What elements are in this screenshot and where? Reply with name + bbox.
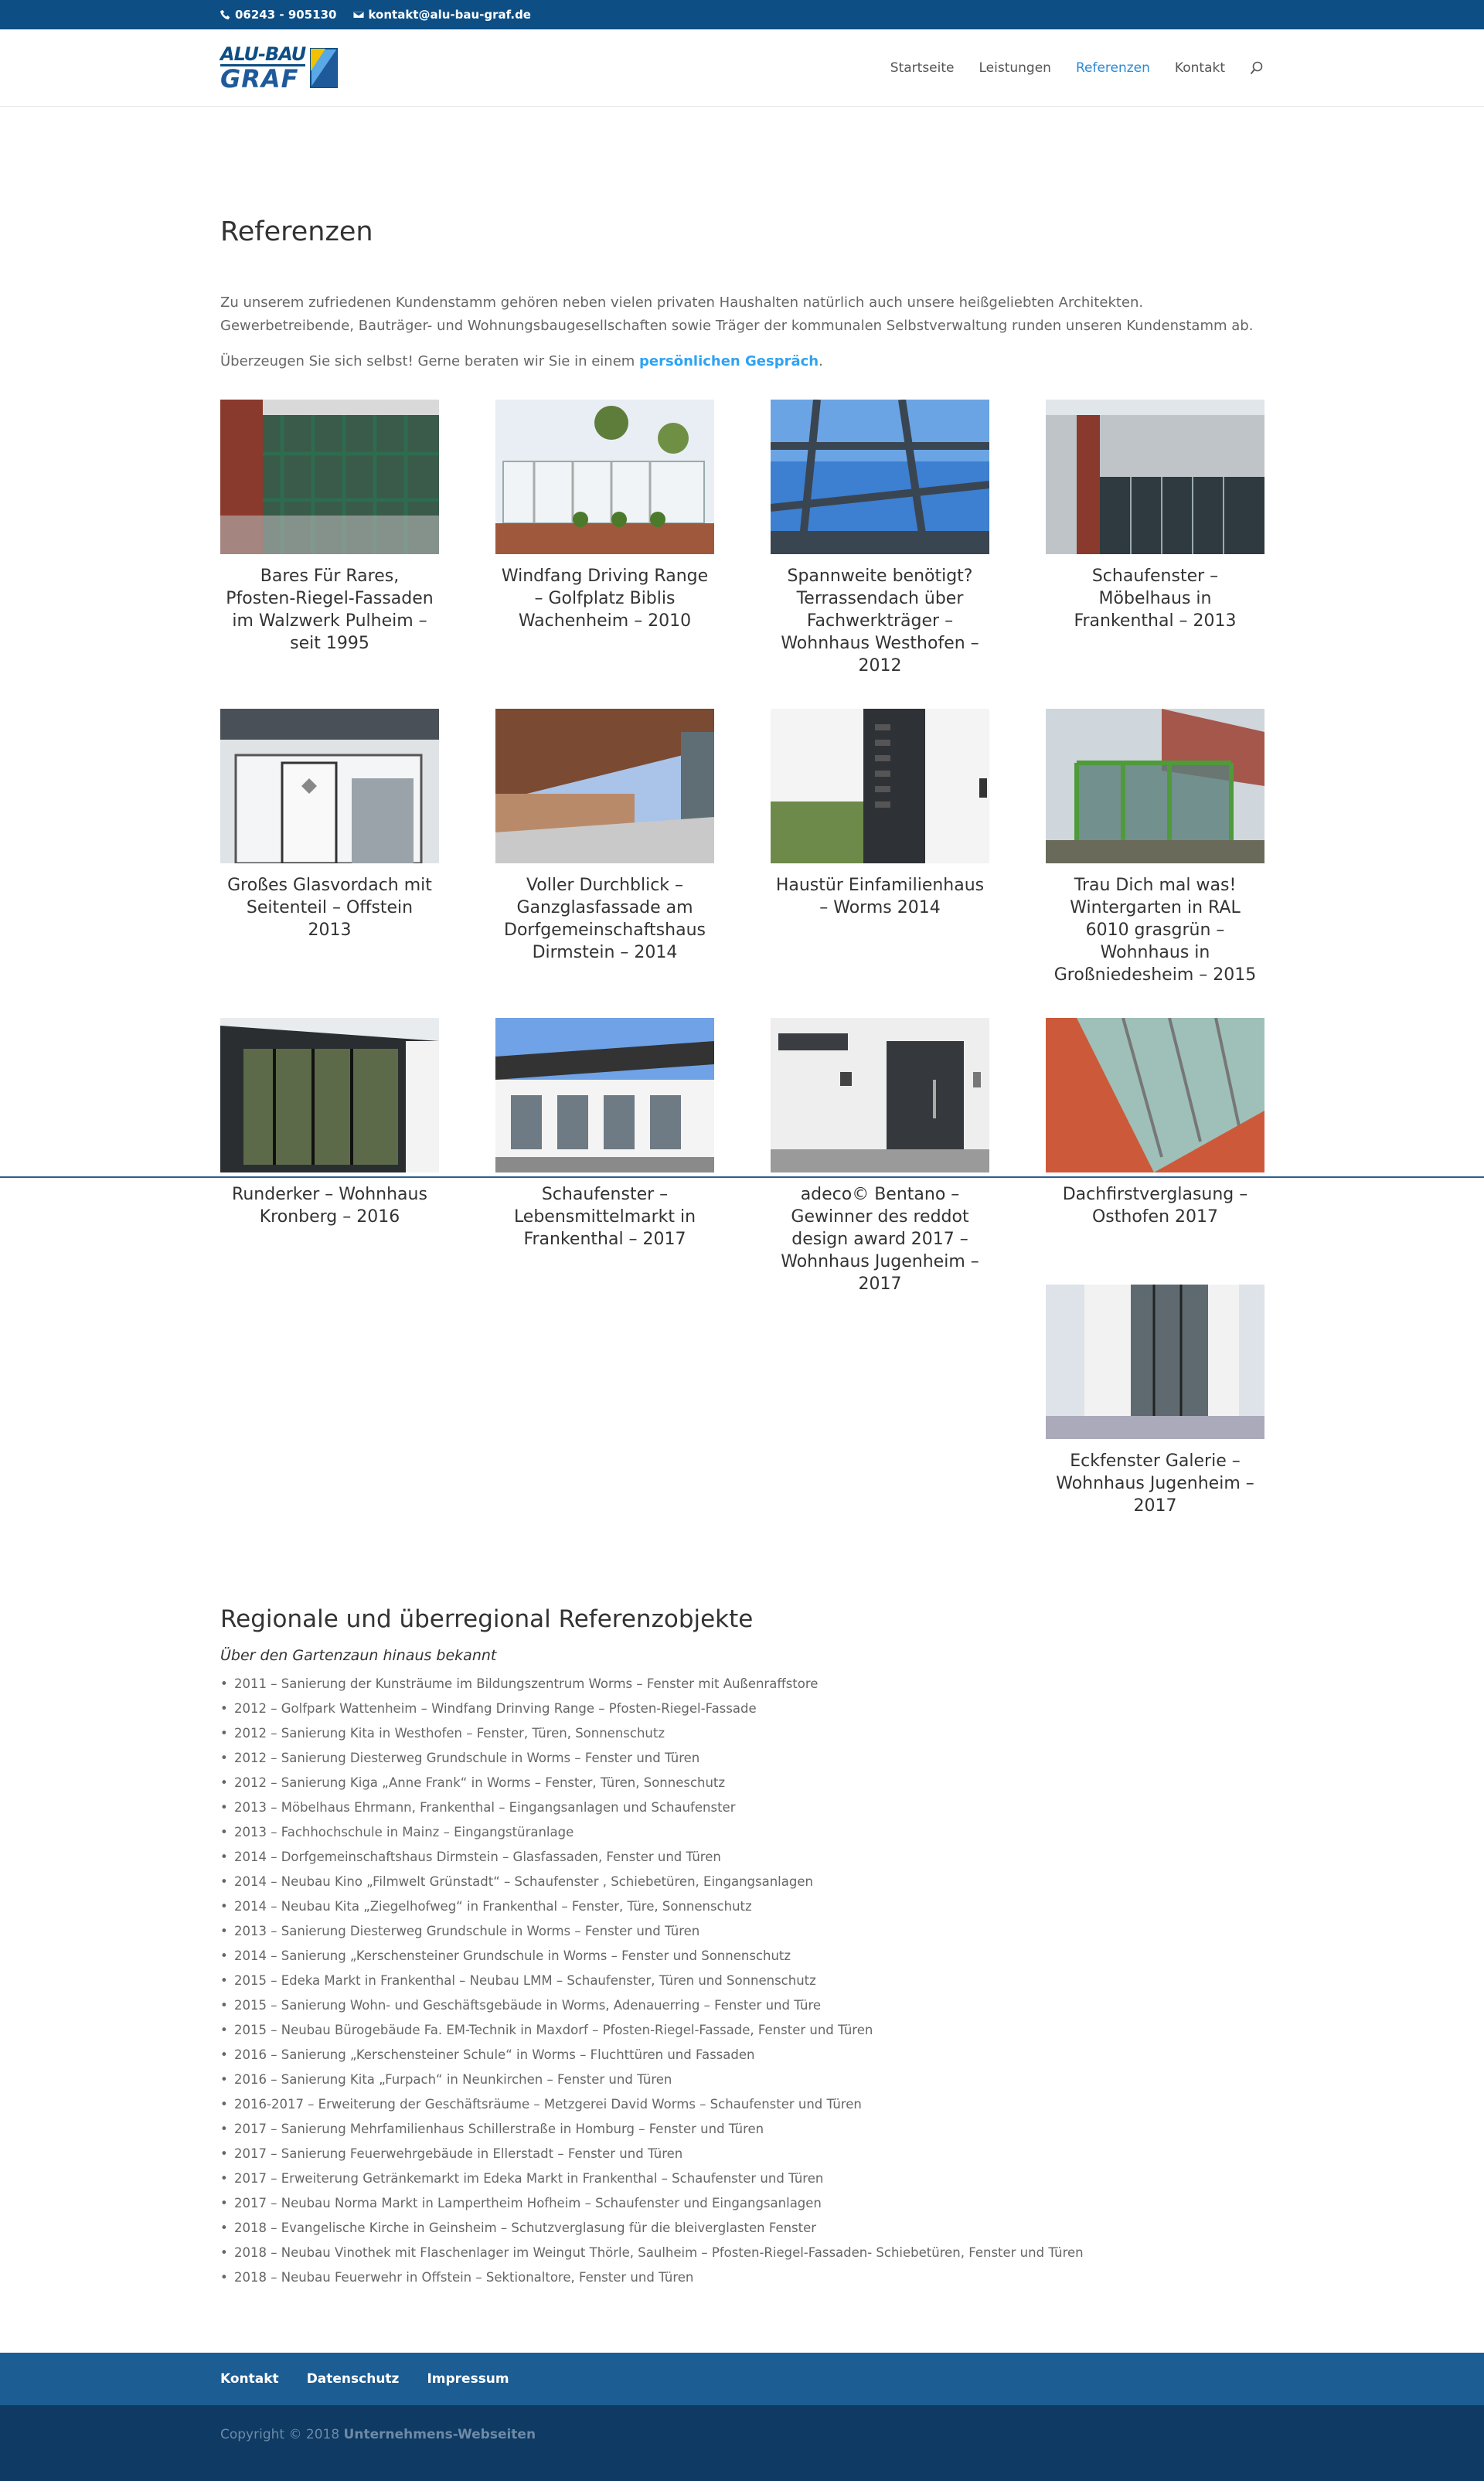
envelope-icon	[353, 9, 364, 20]
gallery-item[interactable]	[495, 400, 714, 709]
list-item: • 2016-2017 – Erweiterung der Geschäftsräume – Metzgerei David Worms – Schaufenster und Türen	[220, 2092, 1264, 2117]
gallery-image-dorfgemeinschaftshaus[interactable]	[495, 709, 714, 863]
gallery-caption: Haustür Einfamilienhaus – Worms 2014	[775, 876, 985, 917]
page-title: Referenzen	[220, 216, 373, 247]
footer-link-impressum[interactable]: Impressum	[427, 2371, 509, 2387]
gallery-image-dachfirstverglasung[interactable]	[1046, 1018, 1264, 1172]
list-item: • 2012 – Golfpark Wattenheim – Windfang Drinving Range – Pfosten-Riegel-Fassade	[220, 1697, 1264, 1721]
footer-link-datenschutz[interactable]: Datenschutz	[306, 2371, 400, 2387]
logo-window-icon	[310, 48, 338, 88]
gallery-image-moebelhaus[interactable]	[1046, 400, 1264, 554]
gallery-caption: Runderker – Wohnhaus Kronberg – 2016	[232, 1185, 427, 1227]
gallery-image-haustuer-worms[interactable]	[771, 709, 989, 863]
divider-line	[0, 1176, 1484, 1178]
site-logo[interactable]	[220, 43, 338, 94]
gallery-image-glasvordach[interactable]	[220, 709, 439, 863]
search-icon[interactable]	[1250, 61, 1264, 75]
refs-list	[220, 1672, 1264, 2290]
nav-kontakt[interactable]: Kontakt	[1174, 60, 1225, 76]
gallery-image-eckfenster[interactable]	[1046, 1285, 1264, 1439]
copyright-prefix: Copyright © 2018	[220, 2427, 344, 2442]
gallery-caption: Spannweite benötigt? Terrassendach über Fachwerkträger – Wohnhaus Westhofen – 2012	[781, 567, 979, 676]
email-contact[interactable]	[353, 8, 531, 22]
gallery-item[interactable]	[771, 1018, 989, 1327]
gallery-caption: Schaufenster – Möbelhaus in Frankenthal – 2013	[1074, 567, 1237, 631]
gallery-item[interactable]	[771, 709, 989, 1018]
gallery-item[interactable]	[1046, 400, 1264, 709]
list-item: • 2016 – Sanierung Kita „Furpach“ in Neunkirchen – Fenster und Türen	[220, 2068, 1264, 2092]
gallery-caption: Schaufenster – Lebensmittelmarkt in Frankenthal – 2017	[513, 1185, 696, 1249]
list-item: • 2016 – Sanierung „Kerschensteiner Schule“ in Worms – Fluchttüren und Fassaden	[220, 2043, 1264, 2068]
gallery-item[interactable]	[1046, 1018, 1264, 1327]
intro-paragraph: Zu unserem zufriedenen Kundenstamm gehören neben vielen privaten Haushalten natürlich auch unsere heißgeliebten Architekten. Gewerbetreibende, Bauträger- und Wohnungsbaugesellschaften sowie Träger der kommunalen Selbstverwaltung runden unseren Kundenstamm ab.	[220, 294, 1254, 334]
gallery-image-wintergarten[interactable]	[1046, 709, 1264, 863]
gallery-caption: Großes Glasvordach mit Seitenteil – Offstein 2013	[227, 876, 432, 940]
nav-referenzen[interactable]: Referenzen	[1075, 60, 1150, 76]
site-header	[0, 29, 1484, 107]
main-content	[220, 107, 1264, 2290]
reference-gallery	[220, 400, 1264, 1636]
list-item: • 2013 – Möbelhaus Ehrmann, Frankenthal – Eingangsanlagen und Schaufenster	[220, 1795, 1264, 1820]
gallery-item[interactable]	[495, 1018, 714, 1327]
gallery-image-terrassendach[interactable]	[771, 400, 989, 554]
email-address: kontakt@alu-bau-graf.de	[368, 8, 531, 22]
gallery-image-runderker[interactable]	[220, 1018, 439, 1172]
gallery-caption: Voller Durchblick – Ganzglasfassade am Dorfgemeinschaftshaus Dirmstein – 2014	[504, 876, 706, 962]
logo-line-1: ALU-BAU	[220, 43, 306, 65]
gallery-image-lebensmittelmarkt[interactable]	[495, 1018, 714, 1172]
list-item: • 2018 – Evangelische Kirche in Geinsheim – Schutzverglasung für die bleiverglasten Fenster	[220, 2216, 1264, 2241]
gallery-caption: adeco© Bentano – Gewinner des reddot design award 2017 – Wohnhaus Jugenheim – 2017	[781, 1185, 979, 1294]
copyright	[220, 2405, 1264, 2442]
gallery-caption: Dachfirstverglasung – Osthofen 2017	[1062, 1185, 1248, 1227]
list-item: • 2014 – Neubau Kino „Filmwelt Grünstadt“ – Schaufenster , Schiebetüren, Eingangsanlagen	[220, 1870, 1264, 1894]
list-item: • 2018 – Neubau Vinothek mit Flaschenlager im Weingut Thörle, Saulheim – Pfosten-Riegel-Fassaden- Schiebetüren, Fenster und Türen	[220, 2241, 1264, 2265]
phone-icon	[220, 9, 231, 20]
gallery-image-adeco-bentano[interactable]	[771, 1018, 989, 1172]
list-item: • 2015 – Neubau Bürogebäude Fa. EM-Technik in Maxdorf – Pfosten-Riegel-Fassade, Fenster und Türen	[220, 2018, 1264, 2043]
footer-bottom	[0, 2405, 1484, 2481]
cta-suffix: .	[819, 353, 823, 369]
nav-leistungen[interactable]: Leistungen	[979, 60, 1051, 76]
cta-paragraph	[220, 350, 1264, 373]
list-item: • 2015 – Sanierung Wohn- und Geschäftsgebäude in Worms, Adenauerring – Fenster und Türe	[220, 1993, 1264, 2018]
gallery-item[interactable]	[220, 709, 439, 1018]
refs-subtitle: Über den Gartenzaun hinaus bekannt	[220, 1647, 497, 1664]
list-item: • 2017 – Sanierung Feuerwehrgebäude in Ellerstadt – Fenster und Türen	[220, 2142, 1264, 2166]
footer-link-kontakt[interactable]: Kontakt	[220, 2371, 279, 2387]
reference-objects	[220, 1605, 1264, 2290]
list-item: • 2017 – Erweiterung Getränkemarkt im Edeka Markt in Frankenthal – Schaufenster und Türen	[220, 2166, 1264, 2191]
list-item: • 2013 – Sanierung Diesterweg Grundschule in Worms – Fenster und Türen	[220, 1919, 1264, 1944]
list-item: • 2017 – Neubau Norma Markt in Lampertheim Hofheim – Schaufenster und Eingangsanlagen	[220, 2191, 1264, 2216]
list-item: • 2013 – Fachhochschule in Mainz – Eingangstüranlage	[220, 1820, 1264, 1845]
logo-line-2: GRAF	[220, 64, 299, 94]
gallery-caption: Windfang Driving Range – Golfplatz Biblis Wachenheim – 2010	[501, 567, 709, 631]
cta-prefix: Überzeugen Sie sich selbst! Gerne beraten wir Sie in einem	[220, 353, 640, 369]
list-item: • 2012 – Sanierung Kita in Westhofen – Fenster, Türen, Sonnenschutz	[220, 1721, 1264, 1746]
list-item: • 2014 – Sanierung „Kerschensteiner Grundschule in Worms – Fenster und Sonnenschutz	[220, 1944, 1264, 1969]
list-item: • 2012 – Sanierung Kiga „Anne Frank“ in Worms – Fenster, Türen, Sonneschutz	[220, 1771, 1264, 1795]
list-item: • 2017 – Sanierung Mehrfamilienhaus Schillerstraße in Homburg – Fenster und Türen	[220, 2117, 1264, 2142]
intro-text	[220, 291, 1264, 373]
copyright-brand[interactable]: Unternehmens-Webseiten	[343, 2427, 536, 2442]
gallery-image-golfplatz[interactable]	[495, 400, 714, 554]
list-item: • 2014 – Neubau Kita „Ziegelhofweg“ in Frankenthal – Fenster, Türe, Sonnenschutz	[220, 1894, 1264, 1919]
footer-nav	[0, 2353, 1484, 2405]
refs-title: Regionale und überregional Referenzobjekte	[220, 1605, 754, 1633]
phone-number: 06243 - 905130	[235, 8, 337, 22]
consultation-link[interactable]: persönlichen Gespräch	[639, 353, 819, 369]
gallery-item[interactable]	[220, 1018, 439, 1327]
gallery-caption: Trau Dich mal was! Wintergarten in RAL 6010 grasgrün – Wohnhaus in Großniedesheim – 2015	[1053, 876, 1257, 985]
top-bar	[0, 0, 1484, 29]
gallery-caption: Bares Für Rares, Pfosten-Riegel-Fassaden im Walzwerk Pulheim – seit 1995	[226, 567, 434, 653]
nav-startseite[interactable]: Startseite	[890, 60, 955, 76]
list-item: • 2012 – Sanierung Diesterweg Grundschule in Worms – Fenster und Türen	[220, 1746, 1264, 1771]
list-item: • 2014 – Dorfgemeinschaftshaus Dirmstein – Glasfassaden, Fenster und Türen	[220, 1845, 1264, 1870]
gallery-item[interactable]	[495, 709, 714, 1018]
list-item: • 2015 – Edeka Markt in Frankenthal – Neubau LMM – Schaufenster, Türen und Sonnenschutz	[220, 1969, 1264, 1993]
list-item: • 2011 – Sanierung der Kunsträume im Bildungszentrum Worms – Fenster mit Außenraffstore	[220, 1672, 1264, 1697]
gallery-caption: Eckfenster Galerie – Wohnhaus Jugenheim – 2017	[1056, 1452, 1254, 1516]
gallery-item[interactable]	[220, 400, 439, 709]
gallery-item[interactable]	[1046, 709, 1264, 1018]
gallery-item[interactable]	[1046, 1285, 1264, 1594]
gallery-item[interactable]	[771, 400, 989, 709]
gallery-image-walzwerk[interactable]	[220, 400, 439, 554]
main-nav	[890, 60, 1264, 76]
phone-contact[interactable]	[220, 8, 336, 22]
list-item: • 2018 – Neubau Feuerwehr in Offstein – Sektionaltore, Fenster und Türen	[220, 2265, 1264, 2290]
